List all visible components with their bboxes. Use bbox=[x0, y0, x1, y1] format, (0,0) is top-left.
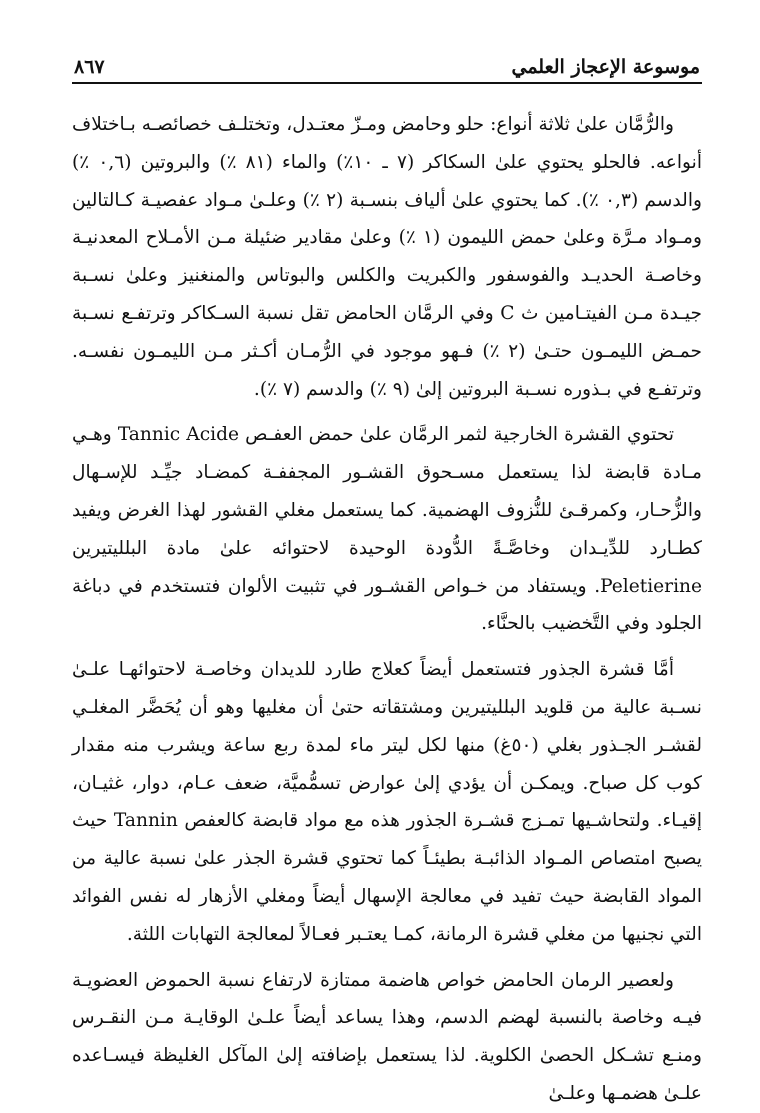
page-header bbox=[72, 48, 702, 82]
paragraph-outer-peel: تحتوي القشرة الخارجية لثمر الرمَّان علىٰ حمض العفـص Tannic Acide وهـي مـادة قابضة لذا يستعمل مسـحوق القشـور المجففـة كمضـاد جيِّـد للإسـهال والزُّحـار، وكمرقـئ للنُّزوف الهضمية. كما يستعمل مغلي القشور لهذا الغرض ويفيد كطـارد للدِّيـدان وخاصَّـةً الدُّودة الوحيدة لاحتوائه علىٰ مادة البلليتيرين Peletierine. ويستفاد من خـواص القشـور في تثبيت الألوان فتستخدم في دباغة الجلود وفي التَّخضيب بالحنَّاء. bbox=[72, 424, 702, 635]
paragraph-sour-juice: ولعصير الرمان الحامض خواص هاضمة ممتازة لارتفاع نسبة الحموض العضويـة فيـه وخاصة بالنسبة لهضم الدسم، وهذا يساعد أيضاً علـىٰ الوقايـة مـن النقـرس ومنـع تشـكل الحصىٰ الكلوية. لذا يستعمل بإضافته إلىٰ المآكل الغليظة فيسـاعده علـىٰ هضمـها وعلـىٰ bbox=[72, 969, 702, 1104]
header-divider bbox=[72, 82, 702, 84]
page-body bbox=[72, 106, 702, 1113]
book-page bbox=[72, 48, 703, 1104]
paragraph-root-bark: أمَّا قشرة الجذور فتستعمل أيضاً كعلاج طارد للديدان وخاصـة لاحتوائهـا علـىٰ نسـبة عالية من قلويد البلليتيرين ومشتقاته حتىٰ أن مغليها وهو أن يُحَضَّر المغلـي لقشـر الجـذور بغلي (٥٠غ) منها لكل ليتر ماء لمدة ربع ساعة ويشرب منه مقدار كوب كل صباح. ويمكـن أن يؤدي إلىٰ عوارض تسمُّميَّة، ضعف عـام، دوار، غثيـان، إقيـاء. ولتحاشـيها تمـزج قشـرة الجذور هذه مع مواد قابضة كالعفص Tannin حيث يصبح امتصاص المـواد الذائبـة بطيئـاً كما تحتوي قشرة الجذر علىٰ نسبة عالية من المواد القابضة حيث تفيد في معالجة الإسهال أيضاً ومغلي الأزهار له نفس الفوائد التي نجنيها من مغلي قشرة الرمانة، كمـا يعتـبر فعـالاً لمعالجة التهابات اللثة. bbox=[72, 659, 702, 945]
page-running-title: موسوعة الإعجاز العلمي bbox=[511, 56, 700, 78]
paragraph-pomegranate-types: والرُّمَّان علىٰ ثلاثة أنواع: حلو وحامض ومـزّ معتـدل، وتختلـف خصائصـه بـاختلاف أنواعه. فالحلو يحتوي علىٰ السكاكر (٧ ـ ١٠٪) والماء (٨١ ٪) والبروتين (٠,٦ ٪) والدسم (٠,٣ ٪). كما يحتوي علىٰ ألياف بنسـبة (٢ ٪) وعلـىٰ مـواد عفصيـة كـالتالين ومـواد مـرَّة وعلىٰ حمض الليمون (١ ٪) وعلىٰ مقادير ضئيلة مـن الأمـلاح المعدنيـة وخاصـة الحديـد والفوسفور والكبريت والكلس والبوتاس والمنغنيز وعلىٰ نسـبة جيـدة مـن الفيتـامين ث C وفي الرمَّان الحامض تقل نسبة السـكاكر وترتفـع نسـبة حمـض الليمـون حتـىٰ (٢ ٪) فـهو موجود في الرُّمـان أكـثر مـن الليمـون نفسـه. وترتفـع في بـذوره نسـبة البروتين إلىٰ (٩ ٪) والدسم (٧ ٪). bbox=[72, 114, 703, 400]
page-number: ٨٦٧ bbox=[74, 56, 105, 78]
